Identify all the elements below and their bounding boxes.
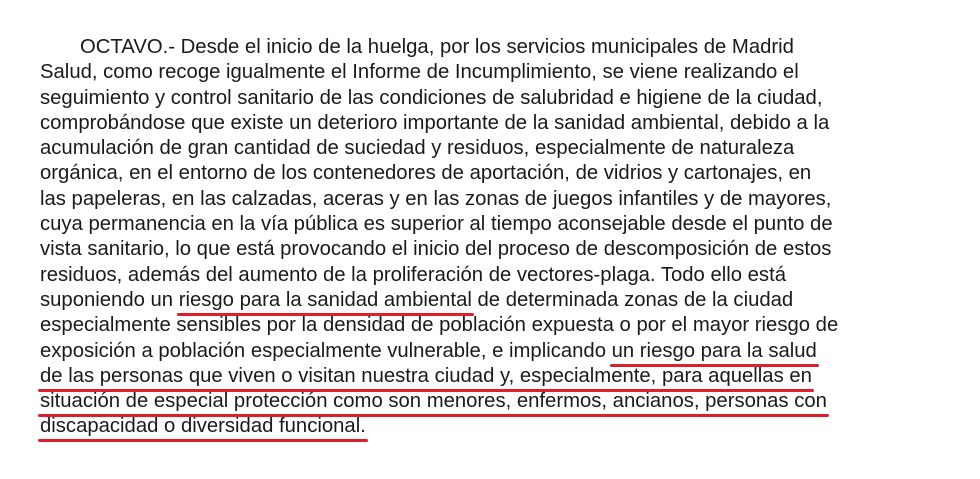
highlighted-phrase-text: situación de especial protección como son menores, enfermos, ancianos, personas con (40, 390, 827, 413)
highlighted-phrase-text: de las personas que viven o visitan nuestra ciudad y, especialmente, para aquellas en (40, 364, 812, 387)
text-segment: suponiendo un (40, 288, 179, 311)
paragraph-line (40, 339, 920, 364)
paragraph-line (40, 237, 920, 262)
highlighted-phrase (612, 340, 817, 362)
text-segment: residuos, además del aumento de la proliferación de vectores-plaga. Todo ello está (40, 263, 786, 286)
paragraph-line (40, 111, 920, 136)
paragraph-line (40, 263, 920, 288)
highlighted-phrase-text: un riesgo para la salud (611, 339, 817, 362)
document-body (40, 35, 920, 440)
text-segment: acumulación de gran cantidad de suciedad y residuos, especialmente de naturaleza (40, 137, 795, 160)
paragraph-line (40, 212, 920, 237)
highlighted-phrase (179, 289, 472, 311)
text-segment: exposición a población especialmente vulnerable, e implicando (40, 339, 612, 362)
paragraph-line (40, 313, 920, 338)
paragraph-line (40, 389, 920, 414)
red-underline (38, 439, 368, 442)
paragraph-line (40, 364, 920, 389)
text-segment: OCTAVO.- Desde el inicio de la huelga, por los servicios municipales de Madrid (80, 36, 794, 58)
text-segment: orgánica, en el entorno de los contenedores de aportación, de vidrios y cartonajes, en (40, 162, 812, 185)
text-segment: especialmente sensibles por la densidad de población expuesta o por el mayor riesgo de (40, 314, 839, 337)
highlighted-phrase (40, 390, 827, 412)
paragraph-line (40, 86, 920, 111)
text-segment: seguimiento y control sanitario de las condiciones de salubridad e higiene de la ciudad, (40, 86, 823, 109)
highlighted-phrase-text: discapacidad o diversidad funcional. (40, 415, 366, 438)
highlighted-phrase (40, 415, 366, 437)
paragraph-line (40, 288, 920, 313)
text-segment: comprobándose que existe un deterioro importante de la sanidad ambiental, debido a la (40, 111, 830, 134)
paragraph-line (40, 414, 920, 439)
text-segment: vista sanitario, lo que está provocando el inicio del proceso de descomposición de estos (40, 238, 832, 261)
paragraph-line (40, 136, 920, 161)
paragraph-line (40, 187, 920, 212)
text-segment: las papeleras, en las calzadas, aceras y en las zonas de juegos infantiles y de mayores, (40, 187, 832, 210)
paragraph-line (40, 161, 920, 186)
highlighted-phrase-text: riesgo para la sanidad ambiental (178, 288, 472, 311)
paragraph-line (40, 60, 920, 85)
paragraph-line (40, 35, 920, 60)
text-segment: de determinada zonas de la ciudad (471, 288, 794, 311)
text-segment: cuya permanencia en la vía pública es superior al tiempo aconsejable desde el punto de (40, 213, 833, 236)
text-segment: Salud, como recoge igualmente el Informe de Incumplimiento, se viene realizando el (40, 61, 799, 84)
highlighted-phrase (40, 365, 812, 387)
